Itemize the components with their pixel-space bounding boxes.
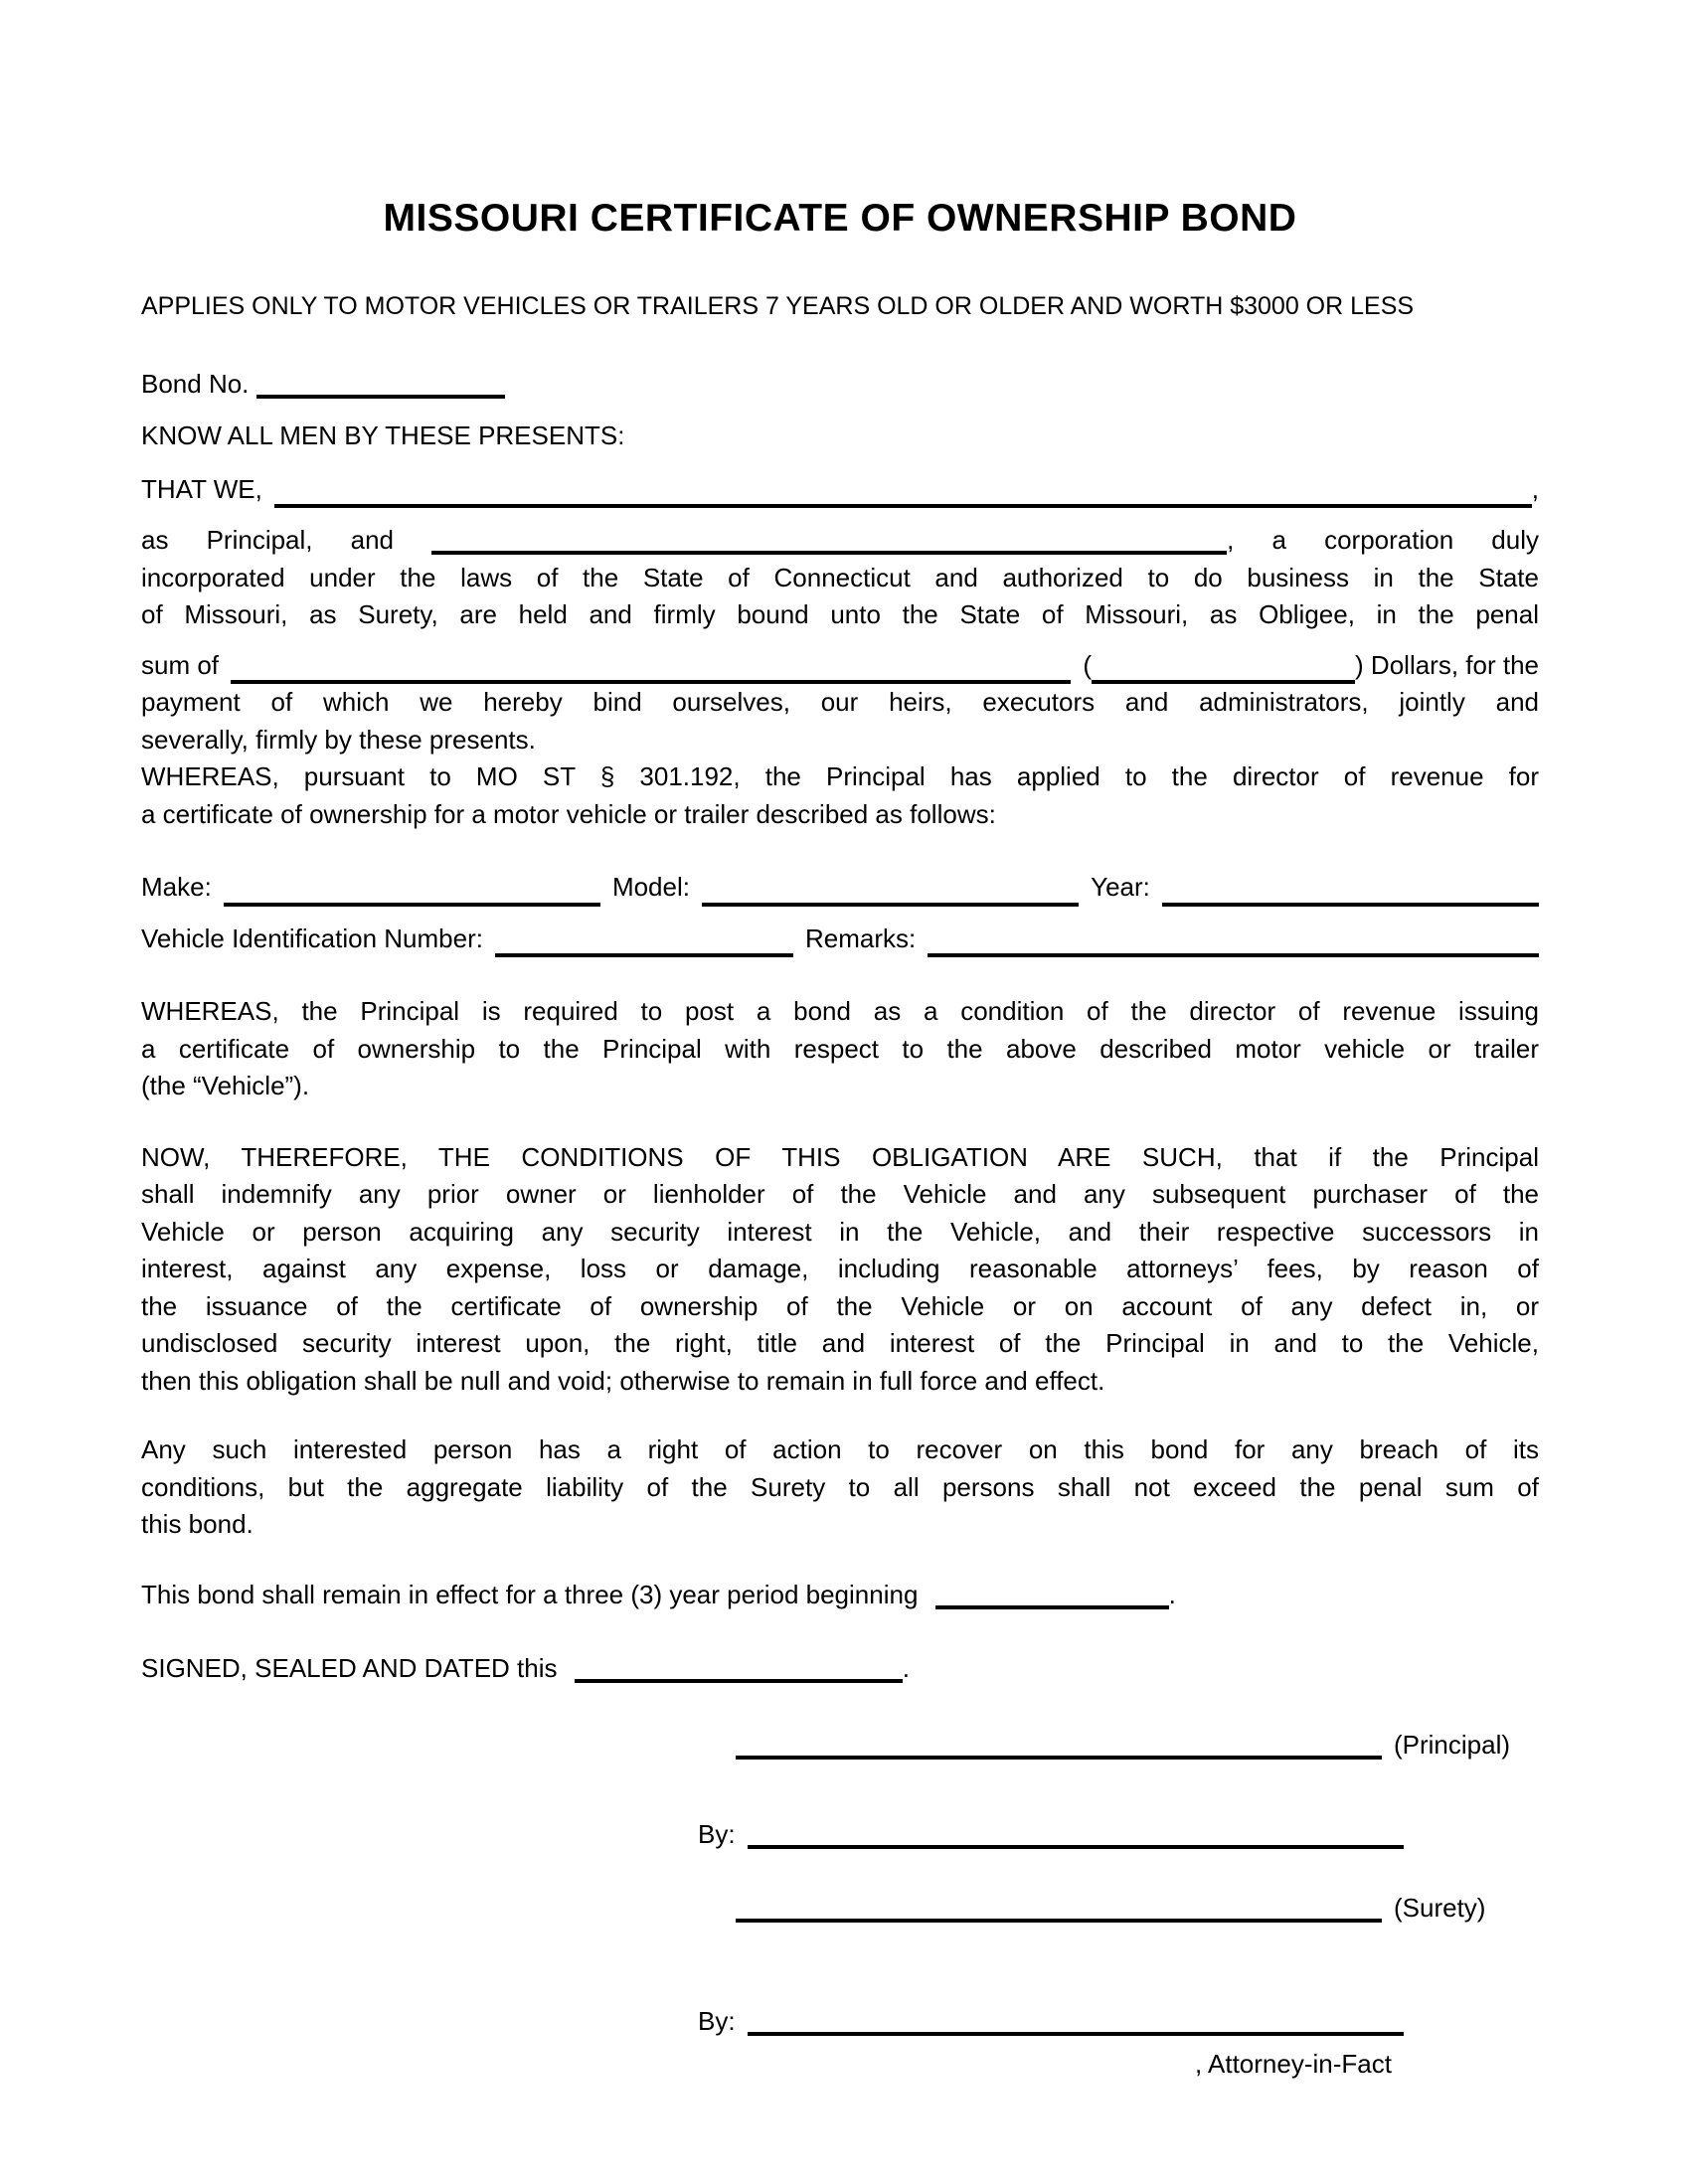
- surety-signature-blank: [736, 1893, 1382, 1923]
- surety-signature-row: [141, 1893, 1539, 1923]
- remarks-label: Remarks:: [804, 923, 917, 953]
- penal-sum-paragraph-line3: severally, firmly by these presents.: [141, 724, 536, 755]
- penal-sum-words-blank: [231, 652, 1071, 684]
- principal-by-label: By:: [698, 1818, 736, 1849]
- penal-sum-row: [141, 647, 1539, 685]
- document-title: MISSOURI CERTIFICATE OF OWNERSHIP BOND: [383, 197, 1297, 240]
- surety-name-blank: [431, 523, 1227, 555]
- conditions-line4: interest, against any expense, loss or damage, including reasonable attorneys’ fees, by reason of: [141, 1254, 1539, 1283]
- bond-number-blank: [256, 367, 505, 399]
- signed-dated-period: .: [902, 1653, 910, 1683]
- attorney-in-fact-label: , Attorney-in-Fact: [1195, 2048, 1392, 2079]
- whereas-applied-line1: WHEREAS, pursuant to MO ST § 301.192, the Principal has applied to the director of revenue for: [141, 761, 1539, 791]
- model-label: Model:: [611, 872, 690, 902]
- whereas-bond-line3: (the “Vehicle”).: [141, 1071, 310, 1100]
- attorney-by-row: [141, 2006, 1539, 2036]
- document-subtitle: APPLIES ONLY TO MOTOR VEHICLES OR TRAILERS 7 YEARS OLD OR OLDER AND WORTH $3000 OR LESS: [141, 292, 1415, 320]
- bond-number-row: [141, 366, 1539, 404]
- vin-blank: [495, 925, 793, 957]
- bond-term-text: This bond shall remain in effect for a three (3) year period beginning: [141, 1579, 919, 1609]
- penal-sum-paragraph-line2: payment of which we hereby bind ourselves, our heirs, executors and administrators, jointly and: [141, 687, 1539, 717]
- right-of-action-line3: this bond.: [141, 1509, 254, 1539]
- bond-term-row: [141, 1577, 1539, 1614]
- bond-term-period: .: [1168, 1579, 1176, 1609]
- whereas-bond-line1: WHEREAS, the Principal is required to post a bond as a condition of the director of revenue issuing: [141, 996, 1539, 1026]
- conditions-line7: then this obligation shall be null and void; otherwise to remain in full force and effect.: [141, 1365, 1105, 1396]
- conditions-line2: shall indemnify any prior owner or lienholder of the Vehicle and any subsequent purchaser of the: [141, 1179, 1539, 1209]
- know-all-men-line: KNOW ALL MEN BY THESE PRESENTS:: [141, 420, 625, 450]
- conditions-line3: Vehicle or person acquiring any security interest in the Vehicle, and their respective successors in: [141, 1216, 1539, 1247]
- principal-by-row: [141, 1819, 1539, 1849]
- conditions-line5: the issuance of the certificate of ownership of the Vehicle or on account of any defect in, or: [141, 1290, 1539, 1321]
- bond-number-label: Bond No.: [141, 368, 250, 399]
- make-blank: [224, 875, 600, 907]
- make-label: Make:: [141, 872, 212, 902]
- sum-of-label: sum of: [141, 649, 220, 680]
- right-of-action-line2: conditions, but the aggregate liability of the Surety to all persons shall not exceed the penal sum of: [141, 1471, 1539, 1502]
- conditions-line1: NOW, THEREFORE, THE CONDITIONS OF THIS OBLIGATION ARE SUCH, that if the Principal: [141, 1141, 1539, 1172]
- year-blank: [1162, 875, 1539, 907]
- whereas-bond-line2: a certificate of ownership to the Principal with respect to the above described motor vehicle or trailer: [141, 1033, 1539, 1064]
- corporation-text: , a corporation duly: [1227, 525, 1539, 555]
- open-paren: (: [1083, 649, 1093, 680]
- remarks-blank: [928, 925, 1539, 957]
- signed-dated-text: SIGNED, SEALED AND DATED this: [141, 1653, 558, 1683]
- that-we-label: THAT WE,: [141, 473, 262, 504]
- right-of-action-line1: Any such interested person has a right of action to recover on this bond for any breach of its: [141, 1434, 1539, 1464]
- model-blank: [702, 875, 1079, 907]
- principal-signature-blank: [736, 1730, 1382, 1760]
- principal-paragraph-line2: incorporated under the laws of the State of Connecticut and authorized to do business in the State: [141, 562, 1539, 592]
- attorney-by-label: By:: [698, 2005, 736, 2036]
- vin-label: Vehicle Identification Number:: [141, 923, 483, 953]
- vin-remarks-row: [141, 921, 1539, 958]
- that-we-row: [141, 471, 1539, 509]
- principal-name-blank: [274, 476, 1532, 508]
- that-we-suffix: ,: [1531, 473, 1539, 504]
- principal-by-signature-blank: [748, 1819, 1404, 1849]
- principal-label: (Principal): [1394, 1729, 1511, 1760]
- principal-paragraph-line1: [141, 522, 1539, 560]
- vehicle-make-model-year-row: [141, 869, 1539, 907]
- dollars-text: ) Dollars, for the: [1355, 649, 1539, 680]
- term-start-date-blank: [935, 1578, 1169, 1609]
- signed-dated-row: [141, 1650, 1539, 1688]
- as-principal-text: as Principal, and: [141, 525, 395, 555]
- penal-sum-figures-blank: [1092, 652, 1355, 684]
- whereas-applied-line2: a certificate of ownership for a motor vehicle or trailer described as follows:: [141, 798, 996, 829]
- attorney-signature-blank: [748, 2006, 1404, 2036]
- principal-paragraph-line3: of Missouri, as Surety, are held and firmly bound unto the State of Missouri, as Obligee, in the penal: [141, 599, 1539, 629]
- surety-label: (Surety): [1394, 1892, 1486, 1923]
- principal-signature-row: [141, 1730, 1539, 1760]
- year-label: Year:: [1091, 872, 1150, 902]
- signed-date-blank: [575, 1651, 903, 1683]
- conditions-line6: undisclosed security interest upon, the right, title and interest of the Principal in and to the Vehicle,: [141, 1328, 1539, 1358]
